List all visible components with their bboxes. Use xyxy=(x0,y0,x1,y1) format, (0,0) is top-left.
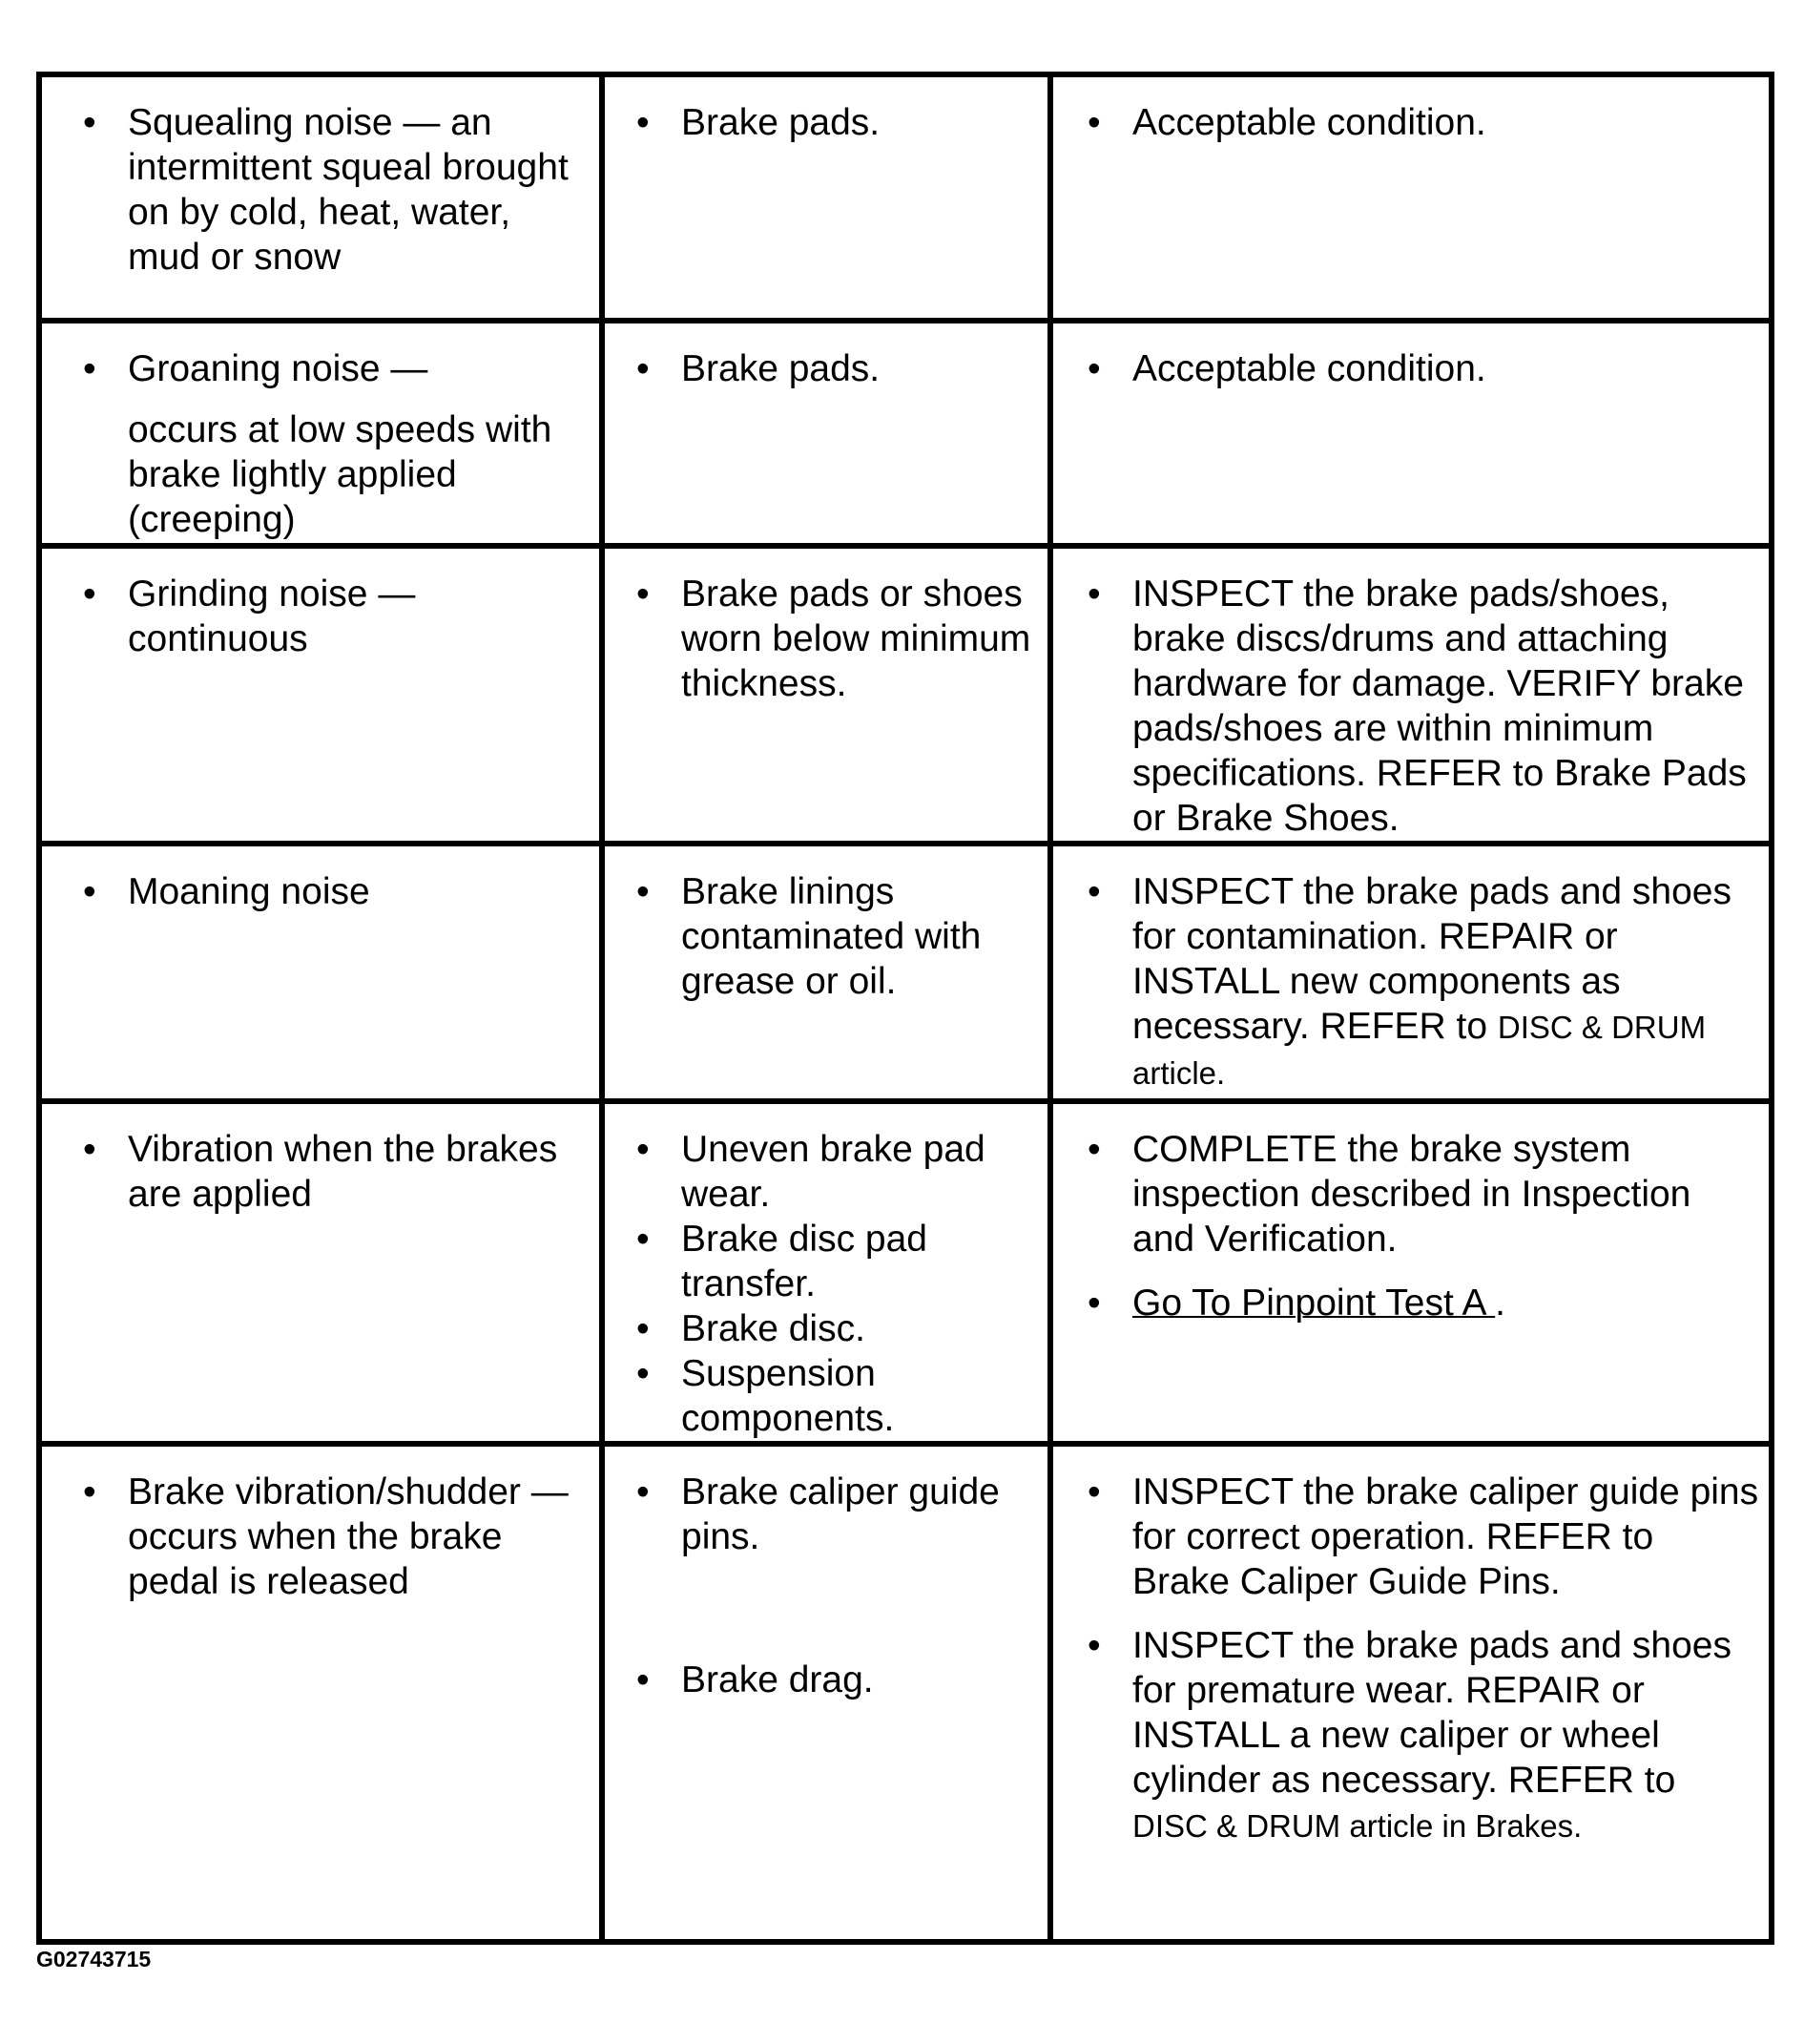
list-item xyxy=(83,100,590,280)
bullet-icon: • xyxy=(1088,1283,1101,1324)
bullet-icon: • xyxy=(83,574,96,615)
list-item xyxy=(83,572,590,661)
bullet-icon: • xyxy=(1088,574,1101,615)
symptom-cell xyxy=(39,321,602,546)
symptom-text: Squealing noise — an intermittent squeal brought on by cold, heat, water, mud or snow xyxy=(128,102,569,278)
bullet-icon: • xyxy=(1088,348,1101,389)
bullet-icon: • xyxy=(636,574,650,615)
bullet-icon: • xyxy=(1088,871,1101,912)
table-row xyxy=(39,546,1772,844)
bullet-icon: • xyxy=(1088,1471,1101,1512)
cause-text: Brake pads or shoes worn below minimum thickness. xyxy=(681,574,1031,704)
bullet-icon: • xyxy=(83,1129,96,1170)
list-item xyxy=(83,1127,590,1217)
bullet-icon: • xyxy=(1088,102,1101,143)
bullet-icon: • xyxy=(83,102,96,143)
table-row xyxy=(39,1444,1772,1942)
bullet-icon: • xyxy=(636,1129,650,1170)
cause-text: Brake disc pad transfer. xyxy=(681,1219,927,1304)
list-item xyxy=(1088,1127,1759,1262)
table-row xyxy=(39,321,1772,546)
action-text: Acceptable condition. xyxy=(1132,348,1486,389)
cause-text: Suspension components. xyxy=(681,1353,895,1439)
list-item xyxy=(1088,1623,1759,1848)
action-text: COMPLETE the brake system inspection described in Inspection and Verification. xyxy=(1132,1129,1691,1260)
cause-text: Uneven brake pad wear. xyxy=(681,1129,985,1215)
link-suffix: . xyxy=(1495,1283,1505,1324)
list-item xyxy=(83,869,590,914)
action-cell xyxy=(1050,1101,1772,1444)
action-cell xyxy=(1050,321,1772,546)
bullet-icon: • xyxy=(636,1219,650,1260)
cause-cell xyxy=(602,321,1050,546)
bullet-icon: • xyxy=(83,871,96,912)
symptom-cell xyxy=(39,74,602,321)
cause-text: Brake pads. xyxy=(681,102,881,143)
action-text: Acceptable condition. xyxy=(1132,102,1486,143)
table-row xyxy=(39,74,1772,321)
list-item xyxy=(636,1470,1038,1559)
article-reference: DISC & DRUM article in Brakes. xyxy=(1132,1808,1583,1844)
cause-text: Brake disc. xyxy=(681,1308,865,1349)
bullet-icon: • xyxy=(636,1353,650,1394)
bullet-icon: • xyxy=(1088,1625,1101,1666)
cause-text: Brake caliper guide pins. xyxy=(681,1471,1000,1557)
table-row xyxy=(39,1101,1772,1444)
action-cell xyxy=(1050,1444,1772,1942)
symptom-continuation: occurs at low speeds with brake lightly applied (creeping) xyxy=(128,409,552,540)
symptom-cell xyxy=(39,546,602,844)
symptom-chart-table xyxy=(36,72,1774,1945)
list-item xyxy=(1088,869,1759,1095)
action-text: INSPECT the brake pads and shoes for premature wear. REPAIR or INSTALL a new caliper or wheel cylinder as necessary. REFER to xyxy=(1132,1625,1731,1801)
action-cell xyxy=(1050,546,1772,844)
bullet-icon: • xyxy=(636,1308,650,1349)
list-item xyxy=(636,1306,1038,1351)
symptom-text: Moaning noise xyxy=(128,871,370,912)
cause-cell xyxy=(602,1444,1050,1942)
symptom-cell xyxy=(39,1101,602,1444)
list-item xyxy=(83,346,590,542)
bullet-icon: • xyxy=(83,348,96,389)
list-item xyxy=(636,1658,1038,1702)
cause-text: Brake pads. xyxy=(681,348,881,389)
list-item xyxy=(636,869,1038,1004)
pinpoint-test-a-link[interactable]: Go To Pinpoint Test A xyxy=(1132,1283,1496,1324)
article-reference: DISC & DRUM article. xyxy=(1132,1010,1707,1091)
bullet-icon: • xyxy=(1088,1129,1101,1170)
figure-id: G02743715 xyxy=(36,1947,152,1971)
bullet-icon: • xyxy=(636,102,650,143)
list-item xyxy=(83,1470,590,1604)
cause-text: Brake linings contaminated with grease or oil. xyxy=(681,871,982,1002)
bullet-icon: • xyxy=(83,1471,96,1512)
cause-cell xyxy=(602,844,1050,1101)
cause-cell xyxy=(602,74,1050,321)
cause-cell xyxy=(602,546,1050,844)
list-item xyxy=(636,346,1038,391)
list-item xyxy=(1088,1470,1759,1604)
symptom-cell xyxy=(39,1444,602,1942)
symptom-text: Brake vibration/shudder — occurs when the brake pedal is released xyxy=(128,1471,569,1602)
list-item xyxy=(1088,346,1759,391)
action-cell xyxy=(1050,74,1772,321)
list-item xyxy=(636,572,1038,706)
bullet-icon: • xyxy=(636,871,650,912)
action-text: INSPECT the brake caliper guide pins for correct operation. REFER to Brake Caliper Guide Pins. xyxy=(1132,1471,1759,1602)
list-item xyxy=(1088,100,1759,145)
cause-text: Brake drag. xyxy=(681,1659,874,1700)
symptom-cell xyxy=(39,844,602,1101)
cause-cell xyxy=(602,1101,1050,1444)
table-row xyxy=(39,844,1772,1101)
list-item xyxy=(1088,1281,1759,1325)
action-text: INSPECT the brake pads/shoes, brake discs/drums and attaching hardware for damage. VERIFY brake pads/shoes are within minimum specifications. REFER to Brake Pads or Brake Shoes. xyxy=(1132,574,1747,839)
list-item xyxy=(1088,572,1759,841)
symptom-text: Grinding noise — continuous xyxy=(128,574,416,659)
list-item xyxy=(636,1217,1038,1306)
action-cell xyxy=(1050,844,1772,1101)
list-item xyxy=(636,100,1038,145)
symptom-text: Groaning noise — xyxy=(128,348,428,389)
bullet-icon: • xyxy=(636,1659,650,1700)
symptom-text: Vibration when the brakes are applied xyxy=(128,1129,558,1215)
list-item xyxy=(636,1127,1038,1217)
list-item xyxy=(636,1351,1038,1441)
bullet-icon: • xyxy=(636,1471,650,1512)
action-text: INSPECT the brake pads and shoes for contamination. REPAIR or INSTALL new components as necessary. REFER to xyxy=(1132,871,1731,1047)
bullet-icon: • xyxy=(636,348,650,389)
